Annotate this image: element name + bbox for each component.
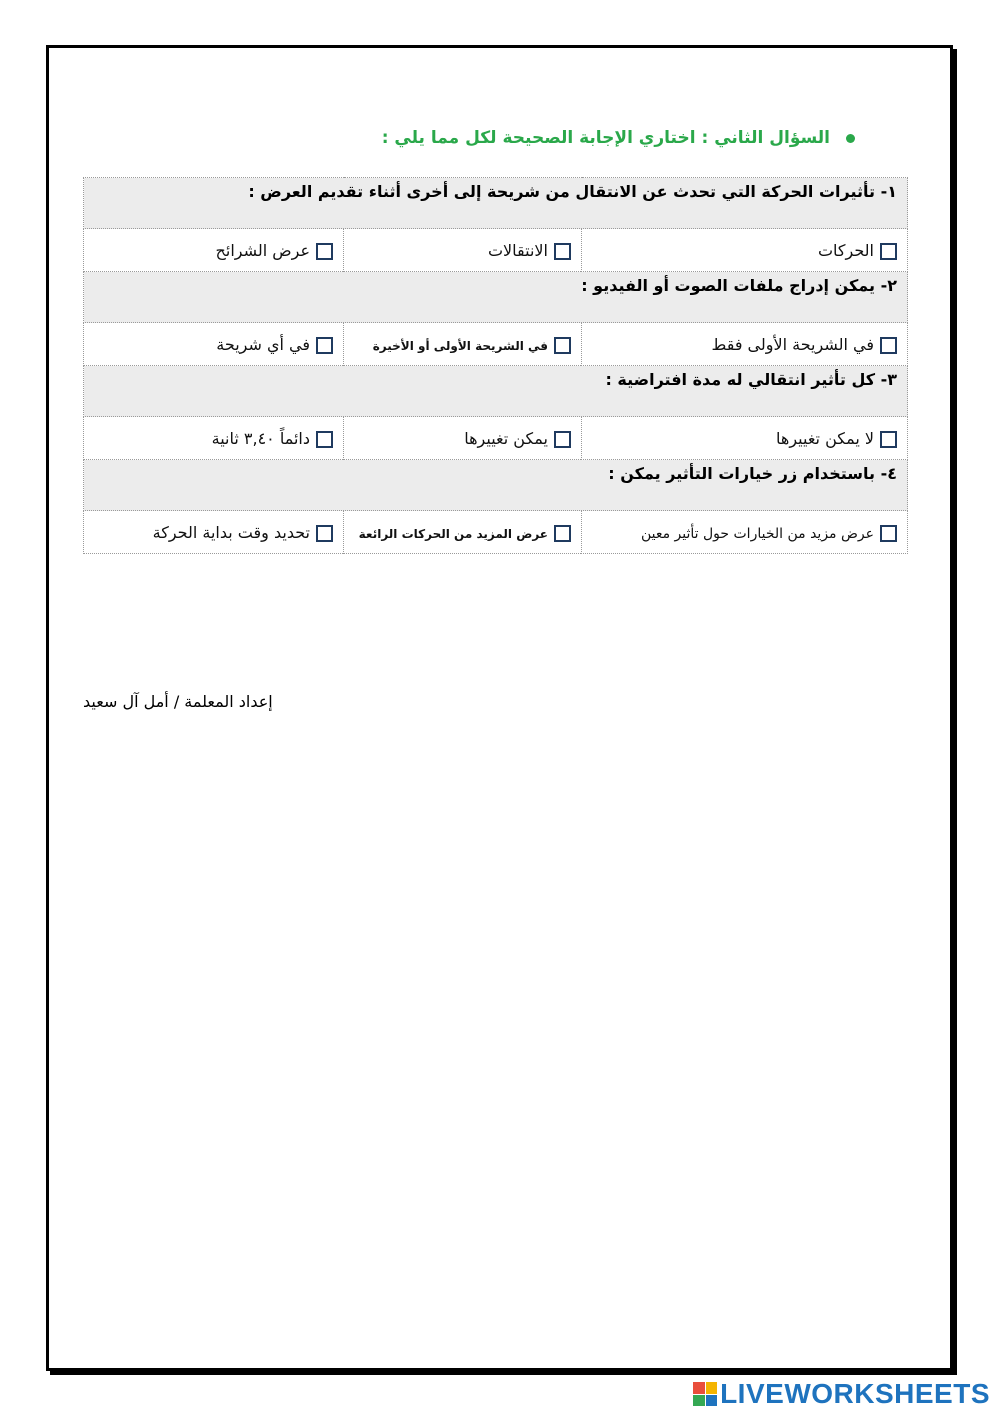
option-1b[interactable]: الانتقالات	[344, 229, 582, 272]
checkbox-icon[interactable]	[316, 525, 333, 542]
checkbox-icon[interactable]	[316, 337, 333, 354]
options-row	[84, 511, 908, 554]
checkbox-icon[interactable]	[880, 243, 897, 260]
question-row	[84, 366, 908, 417]
question-1-text: ١- تأثيرات الحركة التي تحدث عن الانتقال من شريحة إلى أخرى أثناء تقديم العرض :	[84, 178, 908, 229]
question-row	[84, 272, 908, 323]
option-4a[interactable]: عرض مزيد من الخيارات حول تأثير معين	[582, 511, 908, 554]
checkbox-icon[interactable]	[554, 243, 571, 260]
options-row	[84, 323, 908, 366]
option-3b[interactable]: يمكن تغييرها	[344, 417, 582, 460]
option-2c[interactable]: في أي شريحة	[84, 323, 344, 366]
question-3-text: ٣- كل تأثير انتقالي له مدة افتراضية :	[84, 366, 908, 417]
checkbox-icon[interactable]	[554, 337, 571, 354]
question-row	[84, 460, 908, 511]
option-1c[interactable]: عرض الشرائح	[84, 229, 344, 272]
question-2-text: ٢- يمكن إدراج ملفات الصوت أو الفيديو :	[84, 272, 908, 323]
section-heading	[340, 128, 855, 148]
checkbox-icon[interactable]	[316, 243, 333, 260]
logo-text: LIVEWORKSHEETS	[720, 1378, 990, 1409]
question-4-text: ٤- باستخدام زر خيارات التأثير يمكن :	[84, 460, 908, 511]
teacher-credit: إعداد المعلمة / أمل آل سعيد	[83, 692, 273, 711]
option-3a[interactable]: لا يمكن تغييرها	[582, 417, 908, 460]
question-row	[84, 178, 908, 229]
option-2a[interactable]: في الشريحة الأولى فقط	[582, 323, 908, 366]
checkbox-icon[interactable]	[880, 337, 897, 354]
option-2b[interactable]: في الشريحة الأولى أو الأخيرة	[344, 323, 582, 366]
heading-text: السؤال الثاني : اختاري الإجابة الصحيحة لكل مما يلي :	[381, 128, 830, 148]
option-3c[interactable]: دائماً ٣,٤٠ ثانية	[84, 417, 344, 460]
options-row	[84, 417, 908, 460]
option-4c[interactable]: تحديد وقت بداية الحركة	[84, 511, 344, 554]
option-1a[interactable]: الحركات	[582, 229, 908, 272]
bullet-icon	[846, 134, 855, 143]
logo-icon	[693, 1382, 717, 1406]
options-row	[84, 229, 908, 272]
checkbox-icon[interactable]	[554, 431, 571, 448]
questions-table	[83, 177, 908, 554]
checkbox-icon[interactable]	[880, 525, 897, 542]
option-4b[interactable]: عرض المزيد من الحركات الرائعة	[344, 511, 582, 554]
checkbox-icon[interactable]	[880, 431, 897, 448]
liveworksheets-logo	[693, 1378, 990, 1410]
checkbox-icon[interactable]	[554, 525, 571, 542]
checkbox-icon[interactable]	[316, 431, 333, 448]
